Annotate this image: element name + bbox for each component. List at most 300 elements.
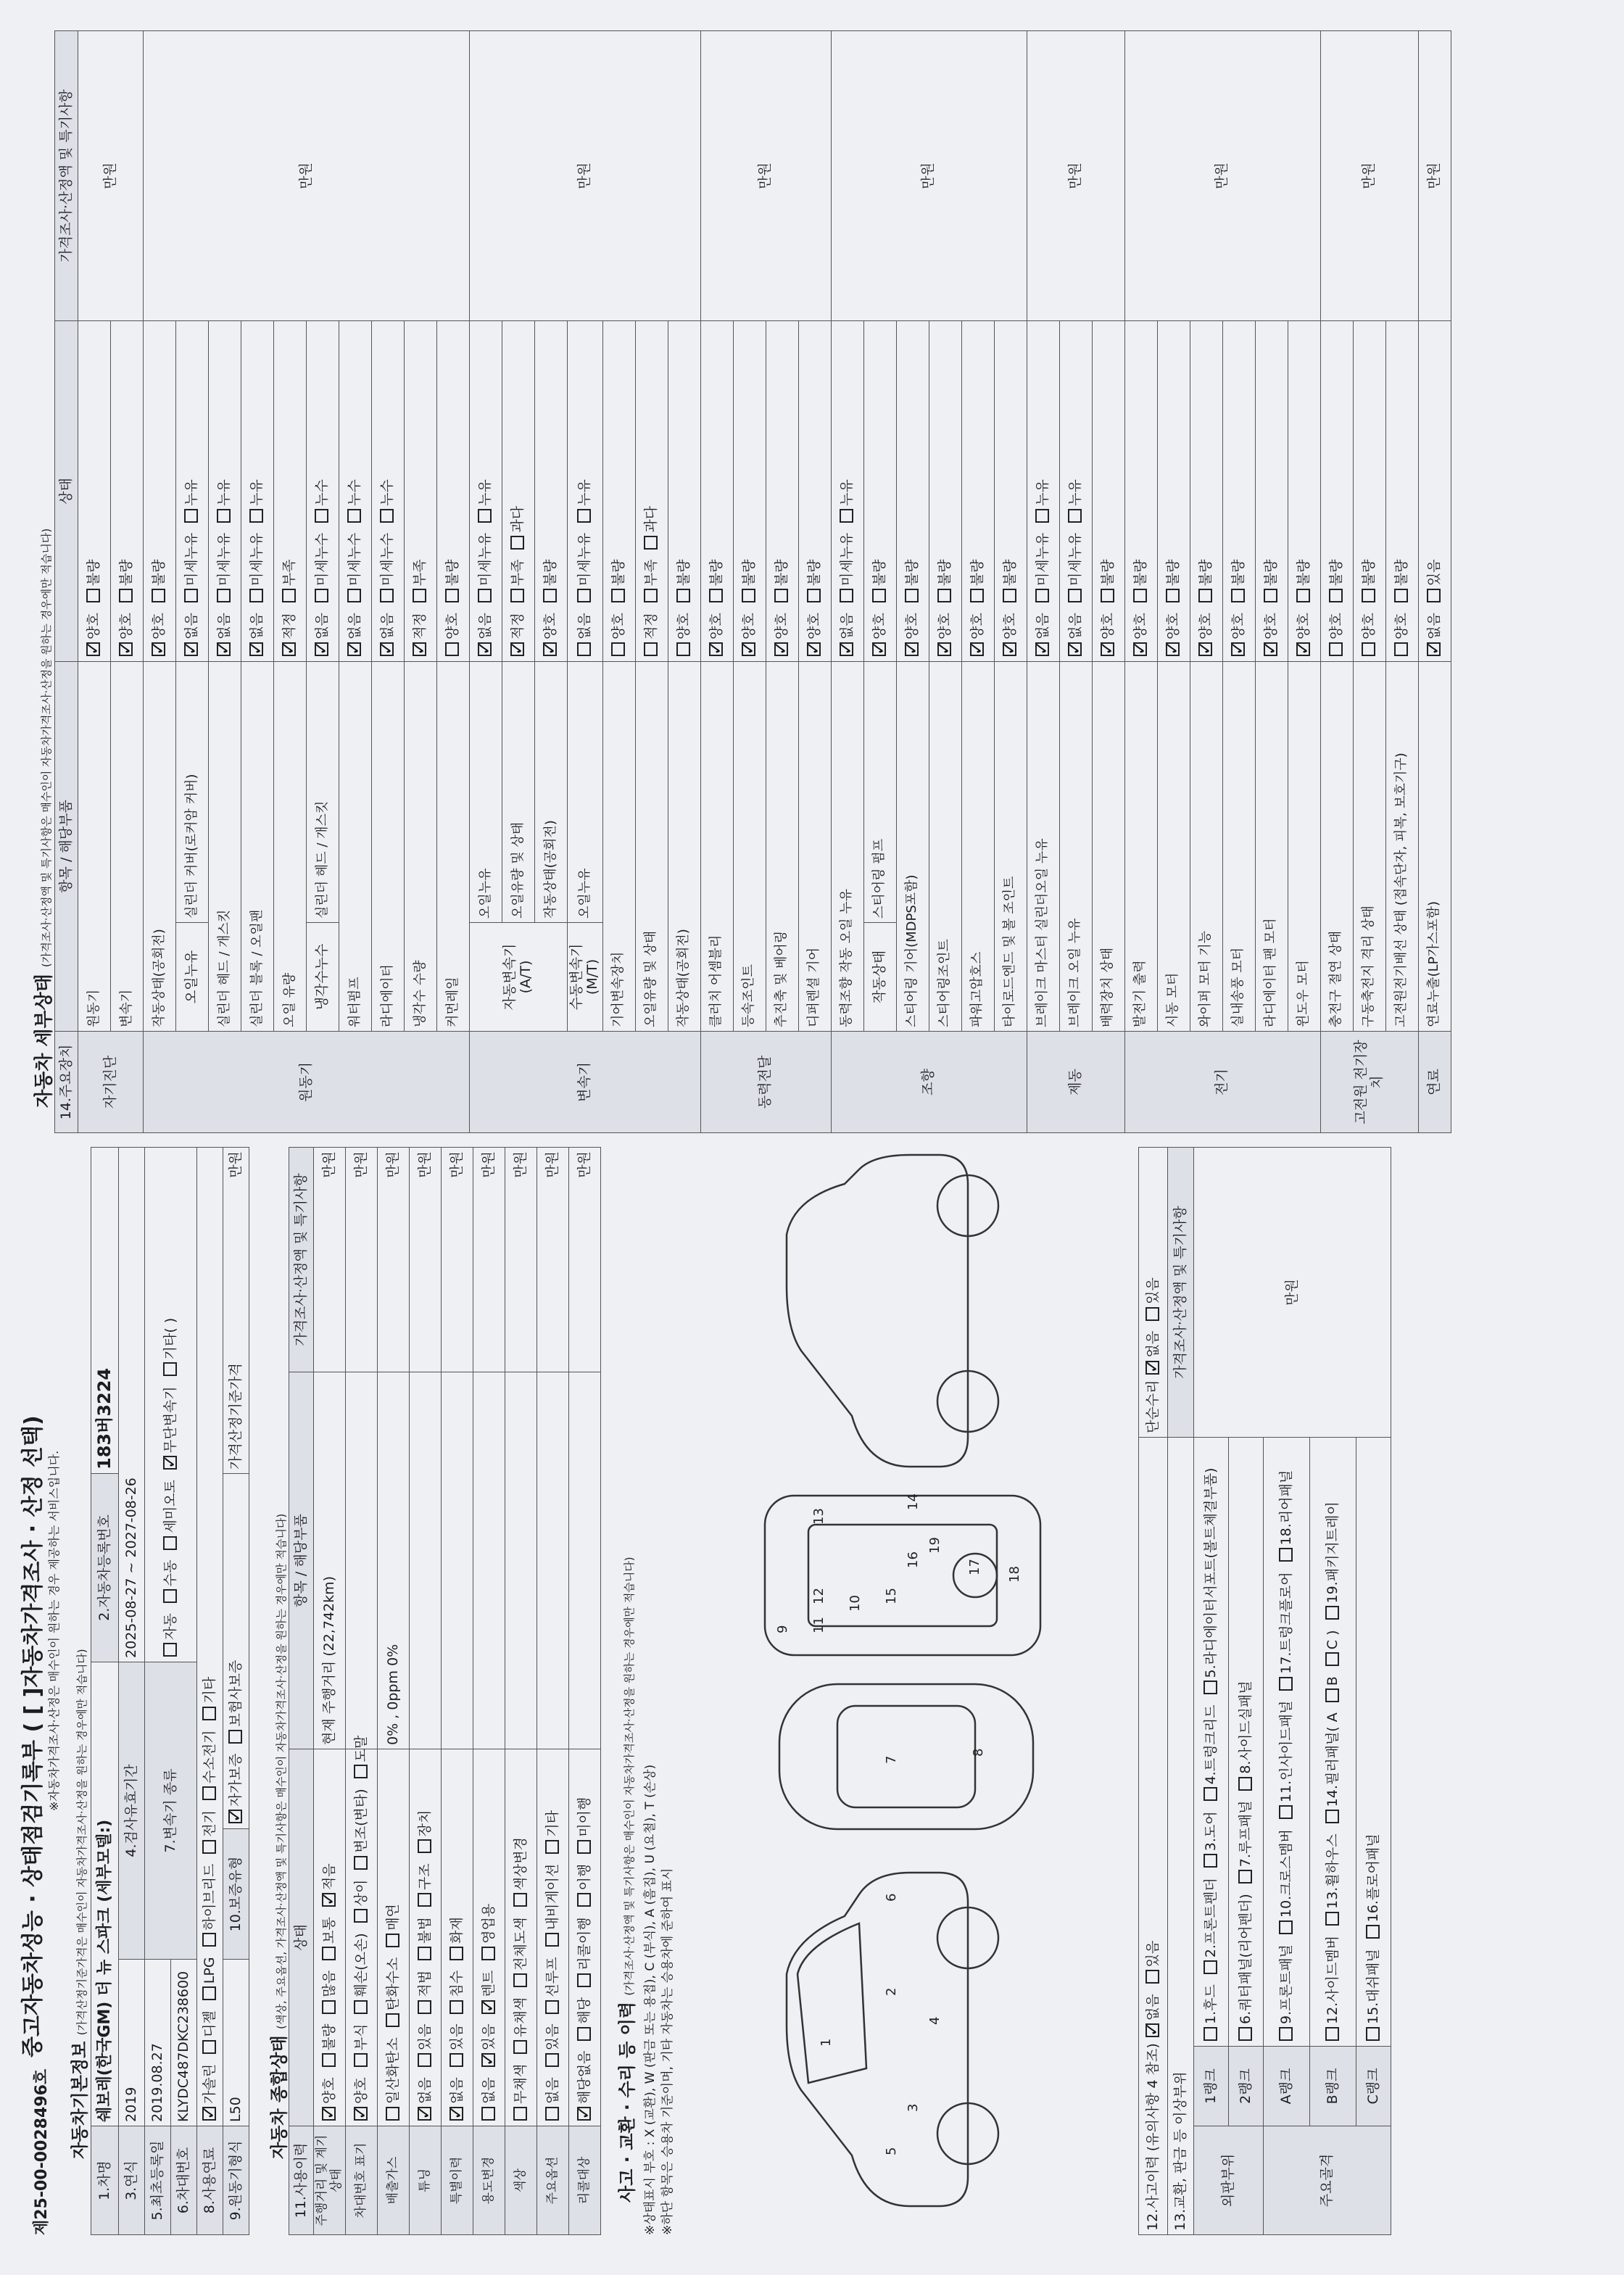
checkbox-option[interactable]: ✓양호 (1101, 613, 1116, 658)
checkbox-option[interactable]: 누수 (315, 479, 331, 524)
checkbox-option[interactable]: ✓자가보증 (228, 1754, 244, 1825)
checkbox-option[interactable]: 디젤 (202, 2010, 218, 2055)
empty-box-icon[interactable] (577, 2027, 591, 2041)
empty-box-icon[interactable] (1325, 1607, 1339, 1620)
empty-box-icon[interactable] (1238, 1777, 1252, 1791)
checked-box-icon[interactable] (249, 642, 263, 656)
empty-box-icon[interactable] (322, 2000, 336, 2014)
checkbox-option[interactable]: 누유 (1035, 479, 1051, 524)
checkbox-option[interactable]: 세미오토 (163, 1480, 179, 1551)
checkbox-option[interactable]: 양호 (611, 613, 627, 658)
checkbox-option[interactable]: 화재 (450, 1917, 465, 1962)
empty-box-icon[interactable] (354, 1909, 368, 1923)
empty-box-icon[interactable] (644, 642, 658, 656)
checked-box-icon[interactable] (937, 642, 951, 656)
checkbox-option[interactable]: 도말 (354, 1736, 370, 1781)
empty-box-icon[interactable] (1146, 1307, 1159, 1321)
empty-box-icon[interactable] (1264, 589, 1277, 602)
checkbox-option[interactable]: 누유 (184, 479, 200, 524)
transmission-options[interactable] (145, 1147, 197, 1662)
checkbox-option[interactable]: 불법 (418, 1917, 434, 1962)
checked-box-icon[interactable] (807, 642, 821, 656)
empty-box-icon[interactable] (1362, 642, 1375, 656)
checkbox-option[interactable]: 불량 (970, 560, 986, 605)
checkbox-option[interactable]: 부족 (282, 560, 298, 605)
checkbox-option[interactable]: 양호 (1329, 613, 1345, 658)
checkbox-option[interactable]: ✓없음 (1068, 613, 1084, 658)
empty-box-icon[interactable] (1204, 1854, 1217, 1868)
empty-box-icon[interactable] (840, 509, 853, 523)
checked-box-icon[interactable] (228, 1810, 242, 1823)
checkbox-option[interactable]: 불량 (872, 560, 888, 605)
empty-box-icon[interactable] (513, 1973, 527, 1987)
checkbox-option[interactable]: 불량 (1394, 560, 1410, 605)
checkbox-option[interactable]: ✓적정 (413, 613, 428, 658)
checkbox-option[interactable]: 누유 (840, 479, 856, 524)
checked-box-icon[interactable] (315, 642, 328, 656)
checkbox-option[interactable]: 누수 (347, 479, 363, 524)
empty-box-icon[interactable] (450, 2053, 463, 2067)
empty-box-icon[interactable] (347, 589, 361, 602)
empty-box-icon[interactable] (322, 1947, 336, 1960)
checkbox-option[interactable]: 누수 (380, 479, 396, 524)
checkbox-option[interactable]: 미세누수 (380, 533, 396, 604)
checkbox-option[interactable]: ✓적음 (322, 1863, 338, 1908)
checkbox-option[interactable]: ✓양호 (742, 613, 758, 658)
checkbox-option[interactable]: 미세누유 (478, 533, 494, 604)
checkbox-option[interactable]: ✓양호 (872, 613, 888, 658)
empty-box-icon[interactable] (840, 589, 853, 602)
checkbox-option[interactable]: 미세누유 (840, 533, 856, 604)
checkbox-option[interactable]: 변조(변타) (354, 1789, 370, 1870)
empty-box-icon[interactable] (1296, 589, 1310, 602)
checkbox-option[interactable]: 과다 (644, 506, 660, 551)
empty-box-icon[interactable] (119, 589, 133, 602)
checked-box-icon[interactable] (450, 2107, 463, 2121)
empty-box-icon[interactable] (445, 589, 459, 602)
checkbox-option[interactable]: ✓없음 (1427, 613, 1443, 658)
checkbox-option[interactable]: 적정 (644, 613, 660, 658)
empty-box-icon[interactable] (1204, 1681, 1217, 1695)
empty-box-icon[interactable] (184, 509, 198, 523)
checkbox-option[interactable]: ✓가솔린 (202, 2064, 218, 2122)
checkbox-option[interactable]: ✓양호 (774, 613, 790, 658)
checkbox-option[interactable]: 자동 (163, 1613, 179, 1658)
checkbox-option[interactable]: 보험사보증 (228, 1660, 244, 1745)
empty-box-icon[interactable] (611, 642, 625, 656)
empty-box-icon[interactable] (1394, 642, 1408, 656)
checkbox-option[interactable]: 전기 (202, 1810, 218, 1855)
empty-box-icon[interactable] (445, 642, 459, 656)
checkbox-option[interactable]: 부족 (644, 560, 660, 605)
checkbox-option[interactable]: 불량 (543, 560, 559, 605)
empty-box-icon[interactable] (86, 589, 100, 602)
checkbox-option[interactable]: 불량 (1003, 560, 1019, 605)
checked-box-icon[interactable] (481, 2000, 495, 2014)
checkbox-option[interactable]: 불량 (119, 560, 135, 605)
checkbox-option[interactable]: 불량 (742, 560, 758, 605)
empty-box-icon[interactable] (1198, 589, 1212, 602)
empty-box-icon[interactable] (202, 1786, 216, 1800)
checkbox-option[interactable]: 불량 (1329, 560, 1345, 605)
checkbox-option[interactable]: ✓양호 (119, 613, 135, 658)
empty-box-icon[interactable] (1325, 1810, 1339, 1823)
checked-box-icon[interactable] (1146, 1361, 1159, 1375)
empty-box-icon[interactable] (418, 2053, 431, 2067)
empty-box-icon[interactable] (1427, 589, 1441, 602)
checkbox-option[interactable]: ✓양호 (1296, 613, 1312, 658)
empty-box-icon[interactable] (676, 589, 690, 602)
checkbox-option[interactable]: 불량 (322, 2024, 338, 2069)
checked-box-icon[interactable] (481, 2053, 495, 2067)
checkbox-option[interactable]: ✓양호 (543, 613, 559, 658)
empty-box-icon[interactable] (354, 1856, 368, 1870)
empty-box-icon[interactable] (644, 536, 658, 550)
checked-box-icon[interactable] (217, 642, 231, 656)
empty-box-icon[interactable] (545, 1934, 559, 1947)
checked-box-icon[interactable] (282, 642, 296, 656)
empty-box-icon[interactable] (1035, 509, 1049, 523)
checkbox-option[interactable]: 해당 (577, 1997, 593, 2042)
checkbox-option[interactable]: 불량 (1101, 560, 1116, 605)
checkbox-option[interactable]: 미세누유 (1035, 533, 1051, 604)
empty-box-icon[interactable] (418, 2000, 431, 2014)
checkbox-option[interactable]: 색상변경 (513, 1837, 529, 1908)
empty-box-icon[interactable] (354, 2053, 368, 2067)
warranty-options[interactable] (223, 1473, 249, 1828)
checked-box-icon[interactable] (1198, 642, 1212, 656)
checked-box-icon[interactable] (1101, 642, 1114, 656)
empty-box-icon[interactable] (1325, 1652, 1339, 1666)
checkbox-option[interactable]: 매연 (386, 1904, 402, 1949)
checkbox-option[interactable]: 불량 (86, 560, 102, 605)
empty-box-icon[interactable] (217, 589, 231, 602)
checkbox-option[interactable]: 불량 (445, 560, 461, 605)
checked-box-icon[interactable] (163, 1456, 177, 1470)
checked-box-icon[interactable] (1146, 2023, 1159, 2037)
empty-box-icon[interactable] (1003, 589, 1016, 602)
checkbox-option[interactable]: ✓없음 (184, 613, 200, 658)
checked-box-icon[interactable] (119, 642, 133, 656)
empty-box-icon[interactable] (742, 589, 755, 602)
checked-box-icon[interactable] (184, 642, 198, 656)
checkbox-option[interactable]: 침수 (450, 1971, 465, 2015)
checkbox-option[interactable]: 미세누수 (347, 533, 363, 604)
checkbox-option[interactable]: ✓양호 (1003, 613, 1019, 658)
checkbox-option[interactable]: 불량 (1166, 560, 1182, 605)
checkbox-option[interactable]: 불량 (937, 560, 953, 605)
empty-box-icon[interactable] (510, 536, 524, 550)
empty-box-icon[interactable] (1394, 589, 1408, 602)
empty-box-icon[interactable] (315, 589, 328, 602)
empty-box-icon[interactable] (611, 589, 625, 602)
checked-box-icon[interactable] (1166, 642, 1180, 656)
empty-box-icon[interactable] (577, 1840, 591, 1854)
checked-box-icon[interactable] (1296, 642, 1310, 656)
checked-box-icon[interactable] (418, 2107, 431, 2121)
checkbox-option[interactable]: 내비게이션 (545, 1864, 561, 1949)
checked-box-icon[interactable] (202, 2107, 216, 2121)
checkbox-option[interactable]: 불량 (676, 560, 692, 605)
checked-box-icon[interactable] (1427, 642, 1441, 656)
checkbox-option[interactable]: ✓양호 (807, 613, 823, 658)
checkbox-option[interactable]: LPG (202, 1957, 218, 2002)
checkbox-option[interactable]: 있음 (1427, 560, 1443, 605)
empty-box-icon[interactable] (386, 2107, 399, 2121)
checkbox-option[interactable]: ✓양호 (1264, 613, 1280, 658)
empty-box-icon[interactable] (1204, 1960, 1217, 1974)
checkbox-option[interactable]: ✓양호 (86, 613, 102, 658)
checked-box-icon[interactable] (322, 1893, 336, 1907)
empty-box-icon[interactable] (249, 589, 263, 602)
checkbox-option[interactable]: ✓없음 (450, 2077, 465, 2122)
checkbox-option[interactable]: ✓양호 (709, 613, 725, 658)
empty-box-icon[interactable] (1325, 1688, 1339, 1702)
empty-box-icon[interactable] (513, 2107, 527, 2121)
fuel-options[interactable] (197, 1147, 223, 2126)
empty-box-icon[interactable] (577, 1973, 591, 1987)
checkbox-option[interactable]: 없음 (577, 613, 593, 658)
checkbox-option[interactable]: ✓없음 (217, 613, 233, 658)
empty-box-icon[interactable] (380, 589, 394, 602)
empty-box-icon[interactable] (1166, 589, 1180, 602)
checkbox-option[interactable]: 기타 (545, 1810, 561, 1855)
checkbox-option[interactable]: 이행 (577, 1864, 593, 1909)
checkbox-option[interactable]: 양호 (445, 613, 461, 658)
checkbox-option[interactable]: 수소전기 (202, 1731, 218, 1802)
empty-box-icon[interactable] (478, 509, 492, 523)
checked-box-icon[interactable] (478, 642, 492, 656)
empty-box-icon[interactable] (807, 589, 821, 602)
empty-box-icon[interactable] (577, 509, 591, 523)
checked-box-icon[interactable] (774, 642, 788, 656)
checkbox-option[interactable]: 불량 (1362, 560, 1378, 605)
empty-box-icon[interactable] (545, 1840, 559, 1854)
checkbox-option[interactable]: 미세누유 (249, 533, 265, 604)
empty-box-icon[interactable] (543, 589, 557, 602)
checkbox-option[interactable]: 불량 (905, 560, 921, 605)
checkbox-option[interactable]: 있음 (545, 2024, 561, 2069)
empty-box-icon[interactable] (1204, 1787, 1217, 1801)
checkbox-option[interactable]: 미이행 (577, 1797, 593, 1855)
empty-box-icon[interactable] (1279, 1677, 1293, 1691)
empty-box-icon[interactable] (163, 1589, 177, 1603)
empty-box-icon[interactable] (386, 1934, 399, 1947)
checkbox-option[interactable]: 미세누유 (217, 533, 233, 604)
empty-box-icon[interactable] (577, 589, 591, 602)
empty-box-icon[interactable] (1279, 2027, 1293, 2041)
empty-box-icon[interactable] (513, 1893, 527, 1907)
checkbox-option[interactable]: 있음 (418, 2024, 434, 2069)
empty-box-icon[interactable] (315, 509, 328, 523)
checkbox-option[interactable]: ✓없음 (840, 613, 856, 658)
checked-box-icon[interactable] (543, 642, 557, 656)
checkbox-option[interactable]: ✓없음 (380, 613, 396, 658)
checkbox-option[interactable]: ✓없음 (1146, 1994, 1161, 2039)
empty-box-icon[interactable] (545, 2053, 559, 2067)
empty-box-icon[interactable] (1231, 589, 1245, 602)
empty-box-icon[interactable] (1329, 642, 1343, 656)
checkbox-option[interactable]: 부식 (354, 2024, 370, 2069)
checked-box-icon[interactable] (905, 642, 919, 656)
checkbox-option[interactable]: 누유 (577, 479, 593, 524)
empty-box-icon[interactable] (202, 1986, 216, 2000)
checkbox-option[interactable]: 유채색 (513, 1997, 529, 2055)
checkbox-option[interactable]: 불량 (774, 560, 790, 605)
empty-box-icon[interactable] (418, 1893, 431, 1907)
empty-box-icon[interactable] (872, 589, 886, 602)
empty-box-icon[interactable] (1133, 589, 1147, 602)
checked-box-icon[interactable] (1035, 642, 1049, 656)
checkbox-option[interactable]: ✓무단변속기 (163, 1386, 179, 1471)
checkbox-option[interactable]: 하이브리드 (202, 1864, 218, 1949)
checkbox-option[interactable]: 장치 (418, 1810, 434, 1855)
empty-box-icon[interactable] (1325, 2027, 1339, 2041)
checkbox-option[interactable]: 영업용 (481, 1904, 497, 1962)
checkbox-option[interactable]: ✓없음 (249, 613, 265, 658)
empty-box-icon[interactable] (481, 2107, 495, 2121)
checked-box-icon[interactable] (152, 642, 165, 656)
checked-box-icon[interactable] (1003, 642, 1016, 656)
checked-box-icon[interactable] (970, 642, 984, 656)
empty-box-icon[interactable] (1279, 1548, 1293, 1562)
empty-box-icon[interactable] (217, 509, 231, 523)
checked-box-icon[interactable] (872, 642, 886, 656)
checkbox-option[interactable]: ✓적정 (510, 613, 526, 658)
checkbox-option[interactable]: 리콜이행 (577, 1917, 593, 1988)
checkbox-option[interactable]: ✓없음 (347, 613, 363, 658)
empty-box-icon[interactable] (1329, 589, 1343, 602)
empty-box-icon[interactable] (1279, 1805, 1293, 1819)
empty-box-icon[interactable] (1068, 509, 1082, 523)
checkbox-option[interactable]: 과다 (510, 506, 526, 551)
checkbox-option[interactable]: 기타( ) (163, 1318, 179, 1378)
checkbox-option[interactable]: 미세누유 (1068, 533, 1084, 604)
checkbox-option[interactable]: 양호 (1394, 613, 1410, 658)
empty-box-icon[interactable] (163, 1643, 177, 1657)
checked-box-icon[interactable] (709, 642, 723, 656)
checked-box-icon[interactable] (1068, 642, 1082, 656)
empty-box-icon[interactable] (249, 509, 263, 523)
checkbox-option[interactable]: ✓양호 (152, 613, 167, 658)
checkbox-option[interactable]: 있음 (1146, 1277, 1161, 1322)
checkbox-option[interactable]: 불량 (807, 560, 823, 605)
checkbox-option[interactable]: 일산화탄소 (386, 2037, 402, 2122)
empty-box-icon[interactable] (1325, 1912, 1339, 1926)
checkbox-option[interactable]: 있음 (1146, 1941, 1161, 1986)
empty-box-icon[interactable] (1146, 1970, 1159, 1984)
empty-box-icon[interactable] (644, 589, 658, 602)
checked-box-icon[interactable] (510, 642, 524, 656)
empty-box-icon[interactable] (450, 2000, 463, 2014)
checkbox-option[interactable]: 미세누수 (315, 533, 331, 604)
checkbox-option[interactable]: 무채색 (513, 2064, 529, 2122)
empty-box-icon[interactable] (380, 509, 394, 523)
checked-box-icon[interactable] (1133, 642, 1147, 656)
empty-box-icon[interactable] (510, 589, 524, 602)
checkbox-option[interactable]: 부족 (510, 560, 526, 605)
checkbox-option[interactable]: 양호 (1362, 613, 1378, 658)
empty-box-icon[interactable] (905, 589, 919, 602)
empty-box-icon[interactable] (386, 2013, 399, 2027)
checkbox-option[interactable]: 누유 (1068, 479, 1084, 524)
checked-box-icon[interactable] (577, 2107, 591, 2121)
checkbox-option[interactable]: 불량 (1231, 560, 1247, 605)
empty-box-icon[interactable] (577, 1893, 591, 1907)
empty-box-icon[interactable] (418, 1947, 431, 1960)
checkbox-option[interactable]: ✓없음 (418, 2077, 434, 2122)
empty-box-icon[interactable] (1101, 589, 1114, 602)
empty-box-icon[interactable] (413, 589, 426, 602)
checkbox-option[interactable]: 미세누유 (184, 533, 200, 604)
checkbox-option[interactable]: ✓없음 (1035, 613, 1051, 658)
checked-box-icon[interactable] (354, 2107, 368, 2121)
empty-box-icon[interactable] (418, 1839, 431, 1853)
empty-box-icon[interactable] (1238, 2027, 1252, 2041)
checkbox-option[interactable]: 훼손(오손) (354, 1933, 370, 2015)
checkbox-option[interactable]: ✓렌트 (481, 1971, 497, 2015)
checkbox-option[interactable]: 양호 (676, 613, 692, 658)
checkbox-option[interactable]: 미세누유 (577, 533, 593, 604)
checkbox-option[interactable]: 누유 (217, 479, 233, 524)
empty-box-icon[interactable] (354, 2000, 368, 2014)
checkbox-option[interactable]: ✓양호 (1231, 613, 1247, 658)
empty-box-icon[interactable] (481, 1947, 495, 1960)
empty-box-icon[interactable] (1238, 1870, 1252, 1884)
empty-box-icon[interactable] (202, 1933, 216, 1947)
empty-box-icon[interactable] (1362, 589, 1375, 602)
checkbox-option[interactable]: 불량 (1296, 560, 1312, 605)
empty-box-icon[interactable] (1204, 2027, 1217, 2041)
empty-box-icon[interactable] (545, 2107, 559, 2121)
checkbox-option[interactable]: 없음 (545, 2077, 561, 2122)
checked-box-icon[interactable] (322, 2107, 336, 2121)
checkbox-option[interactable]: 선루프 (545, 1957, 561, 2015)
checkbox-option[interactable]: 상이 (354, 1880, 370, 1925)
checkbox-option[interactable]: 불량 (1198, 560, 1214, 605)
checkbox-option[interactable]: 부족 (413, 560, 428, 605)
checkbox-option[interactable]: ✓적정 (282, 613, 298, 658)
checkbox-option[interactable]: ✓해당없음 (577, 2051, 593, 2122)
empty-box-icon[interactable] (152, 589, 165, 602)
empty-box-icon[interactable] (450, 1947, 463, 1960)
checkbox-option[interactable]: 불량 (152, 560, 167, 605)
empty-box-icon[interactable] (774, 589, 788, 602)
checkbox-option[interactable]: 누유 (249, 479, 265, 524)
checkbox-option[interactable]: 누유 (478, 479, 494, 524)
checkbox-option[interactable]: ✓양호 (970, 613, 986, 658)
empty-box-icon[interactable] (1366, 1925, 1380, 1939)
checkbox-option[interactable]: ✓없음 (1146, 1331, 1161, 1376)
checkbox-option[interactable]: 탄화수소 (386, 1957, 402, 2029)
checkbox-option[interactable]: ✓있음 (481, 2024, 497, 2069)
checkbox-option[interactable]: 구조 (418, 1863, 434, 1908)
checkbox-option[interactable]: 수동 (163, 1560, 179, 1605)
checked-box-icon[interactable] (840, 642, 853, 656)
empty-box-icon[interactable] (1279, 1920, 1293, 1934)
checkbox-option[interactable]: 없음 (481, 2077, 497, 2122)
empty-box-icon[interactable] (545, 2000, 559, 2014)
checkbox-option[interactable]: 많음 (322, 1971, 338, 2015)
empty-box-icon[interactable] (709, 589, 723, 602)
empty-box-icon[interactable] (937, 589, 951, 602)
checkbox-option[interactable]: ✓양호 (322, 2077, 338, 2122)
empty-box-icon[interactable] (676, 642, 690, 656)
empty-box-icon[interactable] (1366, 2027, 1380, 2041)
empty-box-icon[interactable] (184, 589, 198, 602)
checkbox-option[interactable]: 있음 (450, 2024, 465, 2069)
checkbox-option[interactable]: 전체도색 (513, 1917, 529, 1988)
